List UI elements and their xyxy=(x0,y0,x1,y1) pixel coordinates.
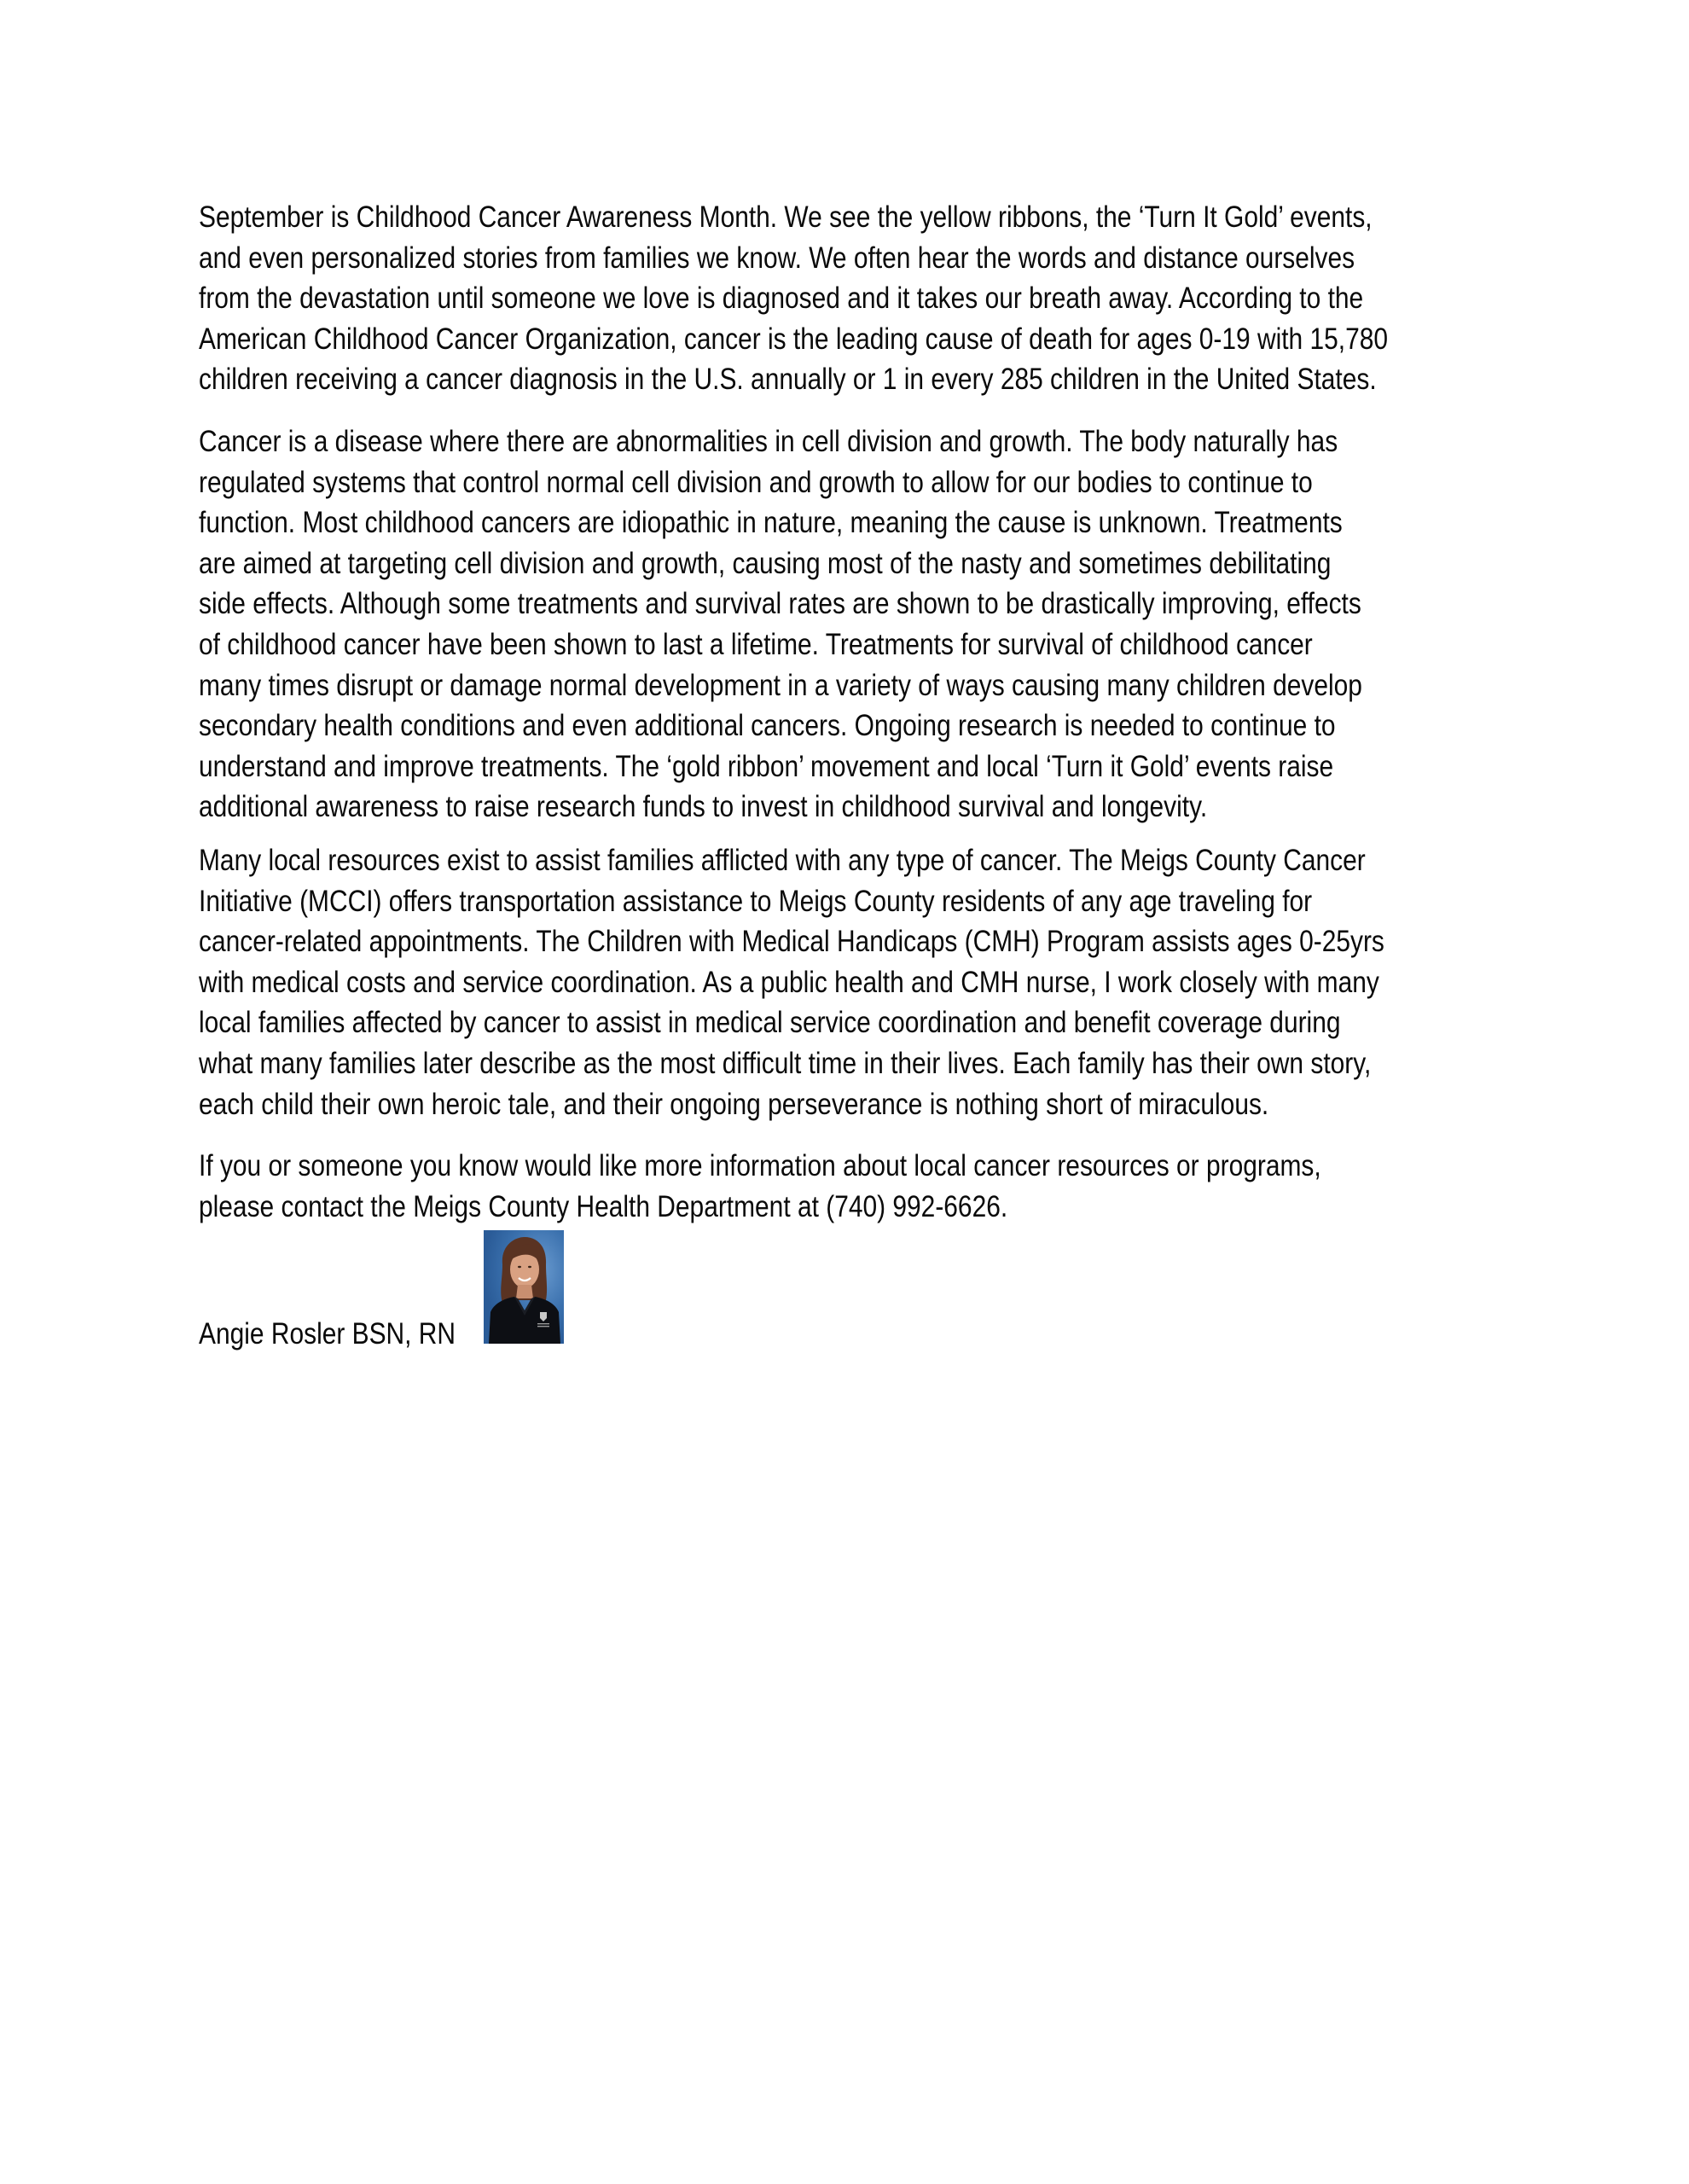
portrait-photo-icon xyxy=(484,1230,564,1344)
text-line: each child their own heroic tale, and their ongoing perseverance is nothing short of miraculous. xyxy=(199,1087,1269,1121)
paragraph-local-resources xyxy=(199,840,1529,1124)
signature-block xyxy=(199,1230,711,1350)
text-line: cancer-related appointments. The Children with Medical Handicaps (CMH) Program assists ages 0-25yrs xyxy=(199,925,1384,959)
text-line: with medical costs and service coordination. As a public health and CMH nurse, I work closely with many xyxy=(199,965,1379,999)
text-line: of childhood cancer have been shown to last a lifetime. Treatments for survival of childhood cancer xyxy=(199,627,1313,661)
text-line: function. Most childhood cancers are idiopathic in nature, meaning the cause is unknown. Treatments xyxy=(199,506,1343,540)
text-line: from the devastation until someone we love is diagnosed and it takes our breath away. According to the xyxy=(199,282,1364,316)
text-line: side effects. Although some treatments and survival rates are shown to be drastically improving, effects xyxy=(199,587,1361,621)
paragraph-contact-info xyxy=(199,1146,1529,1227)
text-line: many times disrupt or damage normal development in a variety of ways causing many children develop xyxy=(199,668,1362,702)
text-line: September is Childhood Cancer Awareness Month. We see the yellow ribbons, the ‘Turn It Gold’ events, xyxy=(199,200,1373,234)
text-line: and even personalized stories from families we know. We often hear the words and distance ourselves xyxy=(199,241,1355,275)
paragraph-cancer-description xyxy=(199,421,1529,828)
text-line: understand and improve treatments. The ‘gold ribbon’ movement and local ‘Turn it Gold’ events raise xyxy=(199,749,1334,783)
text-line: regulated systems that control normal cell division and growth to allow for our bodies to continue to xyxy=(199,465,1313,499)
paragraph-awareness-month xyxy=(199,197,1529,400)
text-line: are aimed at targeting cell division and growth, causing most of the nasty and sometimes debilitating xyxy=(199,546,1332,580)
text-line: American Childhood Cancer Organization, cancer is the leading cause of death for ages 0-19 with 15,780 xyxy=(199,322,1389,356)
text-line: Many local resources exist to assist families afflicted with any type of cancer. The Meigs County Cancer xyxy=(199,844,1366,877)
text-line: Cancer is a disease where there are abnormalities in cell division and growth. The body naturally has xyxy=(199,425,1338,458)
text-line: secondary health conditions and even additional cancers. Ongoing research is needed to continue to xyxy=(199,709,1336,743)
text-line: If you or someone you know would like more information about local cancer resources or programs, xyxy=(199,1149,1321,1182)
author-signature: Angie Rosler BSN, RN xyxy=(199,1317,456,1350)
text-line: Initiative (MCCI) offers transportation assistance to Meigs County residents of any age traveling for xyxy=(199,884,1313,918)
text-line: local families affected by cancer to assist in medical service coordination and benefit coverage during xyxy=(199,1006,1341,1040)
text-line: what many families later describe as the most difficult time in their lives. Each family has their own story, xyxy=(199,1046,1372,1080)
text-line: additional awareness to raise research funds to invest in childhood survival and longevity. xyxy=(199,790,1208,824)
text-line: please contact the Meigs County Health Department at (740) 992-6626. xyxy=(199,1189,1008,1223)
text-line: children receiving a cancer diagnosis in the U.S. annually or 1 in every 285 children in the United States. xyxy=(199,363,1377,397)
